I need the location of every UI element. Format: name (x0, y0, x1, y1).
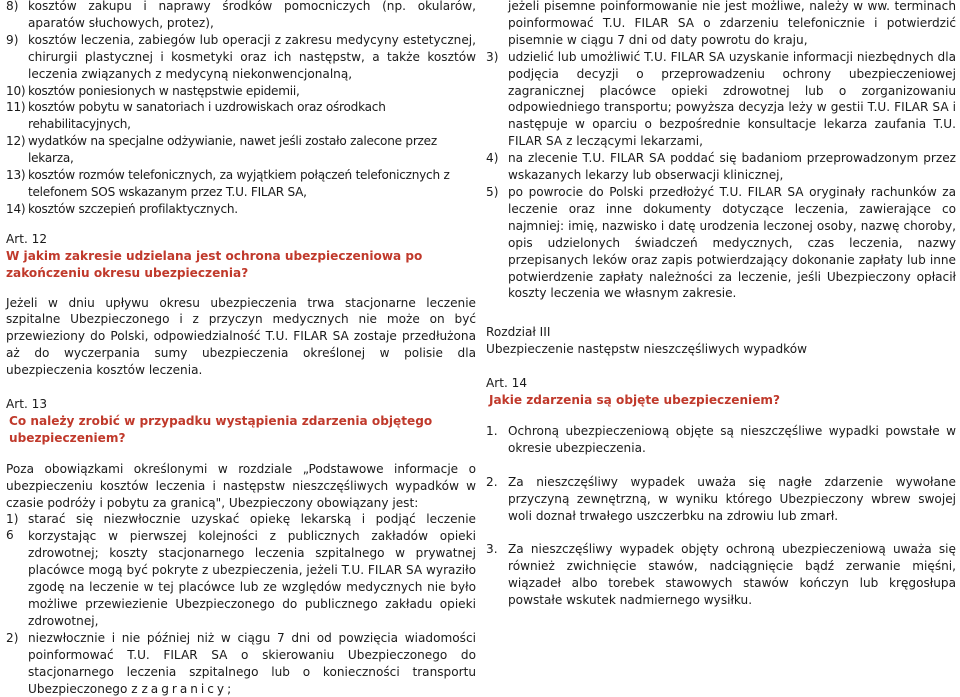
list-item (6, 0, 476, 32)
list-item (486, 541, 956, 609)
item-number: 14) (6, 201, 26, 216)
article-number: Art. 13 (6, 397, 48, 412)
right-column (486, 0, 956, 626)
item-text: Ochroną ubezpieczeniową objęte są nieszczęśliwe wypadki powstałe w okresie ubezpieczenia. (508, 423, 956, 455)
list-item (6, 511, 476, 629)
article-body: Jeżeli w dniu upływu okresu ubezpieczenia trwa stacjonarne leczenie szpitalne Ubezpieczonego i z przyczyn medycznych nie może on być przewieziony do Polski, odpowiedzialność T.U. FILAR SA zostaje przedłużona aż do wyczerpania sumy ubezpieczenia określonej w polisie dla ubezpieczenia kosztów leczenia. (6, 295, 476, 378)
list-item (6, 83, 476, 100)
list-item (486, 474, 956, 525)
item-number: 4) (486, 151, 499, 166)
item-text: kosztów rozmów telefonicznych, za wyjątkiem połączeń telefonicznych z telefonem SOS wskazanym przez T.U. FILAR SA, (28, 168, 450, 199)
art-13-heading (6, 396, 476, 447)
item-number: 3) (486, 49, 499, 64)
item-text: kosztów leczenia, zabiegów lub operacji z zakresu medycyny estetycznej, chirurgii plastycznej i kosmetyki oraz ich następstw, a także kosztów leczenia związanych z medycyną niekonwencjonalną, (28, 32, 476, 81)
item-text: kosztów zakupu i naprawy środków pomocniczych (np. okularów, aparatów słuchowych, protez), (28, 0, 476, 30)
chapter-label: Rozdział III (486, 325, 551, 340)
item-number: 10) (6, 83, 26, 98)
art-14-heading (486, 375, 956, 409)
left-column (6, 0, 476, 697)
exclusions-list (6, 0, 476, 218)
item-text-tail: zagranicy; (141, 681, 235, 696)
item-text: wydatków na specjalne odżywianie, nawet jeśli zostało zalecone przez lekarza, (28, 134, 437, 166)
item-text: kosztów pobytu w sanatoriach i uzdrowiskach oraz ośrodkach rehabilitacyjnych, (28, 100, 386, 132)
item-text: Za nieszczęśliwy wypadek uważa się nagłe zdarzenie wywołane przyczyną zewnętrzną, w wyniku którego Ubezpieczony wbrew swojej woli doznał trwałego uszczerbku na zdrowiu lub zmarł. (508, 474, 956, 523)
list-item (6, 32, 476, 83)
continuation-text: jeżeli pisemne poinformowanie nie jest możliwe, należy w ww. terminach poinformować T.U. FILAR SA o zdarzeniu telefonicznie i potwierdzić pisemnie w ciągu 7 dni od daty powrotu do kraju, (508, 0, 956, 47)
item-number: 1. (486, 423, 498, 438)
item-text: Za nieszczęśliwy wypadek objęty ochroną ubezpieczeniową uważa się również zwichnięcie stawów, nadciągnięcie bądź zerwanie mięśni, wiązadeł albo torebek stawowych stawów kończyn lub kręgosłupa powstałe wskutek nadmiernego wysiłku. (508, 542, 956, 608)
item-text: po powrocie do Polski przedłożyć T.U. FILAR SA oryginały rachunków za leczenie oraz inne dokumenty dotyczące leczenia, zawierające co najmniej: imię, nazwisko i datę urodzenia leczonej osoby, nazwę choroby, opis udzielonych świadczeń medycznych, czas leczenia, nazwy przepisanych leków oraz zapis potwierdzający dokonanie zapłaty lub inne potwierdzenie zapłaty należności za leczenie, jeśli Ubezpieczony opłacił koszty leczenia we własnym zakresie. (508, 184, 956, 301)
article-intro: Poza obowiązkami określonymi w rozdziale „Podstawowe informacje o ubezpieczeniu kosztów leczenia i następstw nieszczęśliwych wypadków w czasie podróży i pobytu za granicą", Ubezpieczony obowiązany jest: (6, 461, 476, 510)
item-text: niezwłocznie i nie później niż w ciągu 7 dni od powzięcia wiadomości poinformować T.U. FILAR SA o skierowaniu Ubezpieczonego do stacjonarnego leczenia szpitalnego lub o konieczności transportu Ubezpieczonego z (28, 630, 476, 696)
page-number: 6 (6, 528, 14, 542)
item-text: udzielić lub umożliwić T.U. FILAR SA uzyskanie informacji niezbędnych dla podjęcia decyzji o przeprowadzeniu ochrony ubezpieczeniowej zagranicznej placówce opieki zdrowotnej lub o zorganizowaniu odpowiedniego transportu; powyższa decyzja leży w gestii T.U. FILAR SA i następuje w oparciu o bezpośrednie konsultacje lekarza zaufania T.U. FILAR SA z leczącymi lekarzami, (508, 49, 956, 149)
item-text: starać się niezwłocznie uzyskać opiekę lekarską i podjąć leczenie korzystając w pierwszej kolejności z publicznych zakładów opieki zdrowotnej; koszty stacjonarnego leczenia szpitalnego w prywatnej placówce mogą być pokryte z ubezpieczenia, jeżeli T.U. FILAR SA wyraziło zgodę na leczenie w tej placówce lub ze względów medycznych nie było możliwe przewiezienie Ubezpieczonego do publicznego zakładu opieki zdrowotnej, (28, 512, 476, 628)
item-text: kosztów szczepień profilaktycznych. (28, 201, 238, 216)
list-item (6, 167, 476, 201)
list-item (486, 150, 956, 184)
list-item (6, 630, 476, 697)
article-question: Co należy zrobić w przypadku wystąpienia zdarzenia objętego ubezpieczeniem? (9, 413, 433, 445)
list-item (486, 184, 956, 302)
list-item (6, 201, 476, 218)
article-question: W jakim zakresie udzielana jest ochrona ubezpieczeniowa po zakończeniu okresu ubezpieczenia? (6, 248, 423, 280)
item-text: na zlecenie T.U. FILAR SA poddać się badaniom przeprowadzonym przez wskazanych lekarzy lub obserwacji klinicznej, (508, 151, 956, 183)
item-number: 5) (486, 184, 499, 199)
item-number: 1) (6, 512, 19, 527)
item-number: 12) (6, 134, 26, 149)
item-text: kosztów poniesionych w następstwie epidemii, (28, 83, 300, 98)
list-item (486, 49, 956, 150)
list-item (486, 423, 956, 457)
article-number: Art. 14 (486, 376, 528, 391)
article-number: Art. 12 (6, 231, 48, 246)
item-number: 13) (6, 168, 26, 183)
item-number: 9) (6, 32, 19, 47)
article-question: Jakie zdarzenia są objęte ubezpieczeniem? (489, 393, 781, 408)
list-item (6, 99, 476, 133)
list-item (6, 133, 476, 167)
art-12-heading (6, 231, 476, 282)
item-number: 11) (6, 100, 26, 115)
item-number: 8) (6, 0, 19, 13)
item-number: 2) (6, 630, 19, 645)
obligations-list-continued (486, 49, 956, 303)
item-number: 2. (486, 474, 498, 489)
obligations-list (6, 511, 476, 697)
art-14-list (486, 423, 956, 609)
chapter-heading (486, 324, 956, 358)
chapter-title: Ubezpieczenie następstw nieszczęśliwych wypadków (486, 342, 808, 357)
item-number: 3. (486, 542, 498, 557)
